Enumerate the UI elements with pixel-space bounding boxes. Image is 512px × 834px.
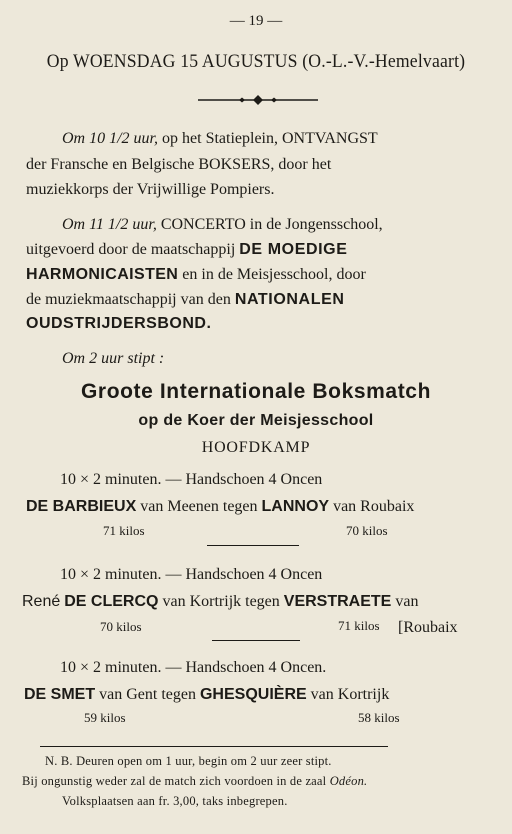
bout-2-end: van [391, 593, 419, 610]
para1-line1 [62, 131, 378, 147]
para2-line2-text: uitgevoerd door de maatschappij [26, 241, 240, 258]
ornament-divider [196, 93, 320, 107]
bout-3-fighter-1: DE SMET [24, 686, 96, 703]
para2-line2 [26, 242, 348, 258]
bout-1-fighter-1: DE BARBIEUX [26, 498, 137, 515]
bout-1-weight-1: 71 kilos [103, 523, 145, 538]
para1-line3: muziekkorps der Vrijwillige Pompiers. [26, 181, 275, 198]
para2-line1 [62, 217, 383, 233]
page-heading: Op WOENSDAG 15 AUGUSTUS (O.-L.-V.-Hemelvaart) [46, 51, 466, 72]
page-number: — 19 — [229, 13, 283, 29]
bout-separator-2 [212, 640, 300, 641]
event-place: op de Koer der Meisjesschool [138, 412, 374, 429]
bout-2-weight-2: 71 kilos [338, 618, 380, 633]
note-line-2-text: Bij ongunstig weder zal de match zich voordoen in de zaal [22, 774, 330, 788]
para1-line1-text: op het Statieplein, ONTVANGST [158, 130, 378, 147]
bout-1-end: van Roubaix [329, 498, 415, 515]
note-line-3: Volksplaatsen aan fr. 3,00, taks inbegrepen. [62, 794, 288, 808]
bout-3-end: van Kortrijk [306, 686, 390, 703]
bout-2-fighter-2: VERSTRAETE [283, 593, 392, 610]
para2-line3 [26, 267, 366, 283]
para2-line4 [26, 292, 345, 308]
note-line-1: N. B. Deuren open om 1 uur, begin om 2 uur zeer stipt. [45, 754, 332, 768]
bout-2-first-name: René [22, 593, 61, 610]
bout-3-mid: van Gent tegen [95, 686, 200, 703]
para3-time [62, 351, 164, 367]
bout-1-mid: van Meenen tegen [136, 498, 262, 515]
bout-2-fighters [22, 594, 418, 610]
society-name-1b: HARMONICAISTEN [26, 266, 179, 283]
para2-line5: OUDSTRIJDERSBOND. [26, 315, 212, 332]
para2-line1-text: CONCERTO in de Jongensschool, [156, 216, 383, 233]
bout-3-fighter-2: GHESQUIÈRE [199, 686, 307, 703]
para2-line3-text: en in de Meisjesschool, door [178, 266, 366, 283]
society-name-1: DE MOEDIGE [239, 241, 348, 258]
bout-3-fighters [24, 687, 389, 703]
society-name-2: NATIONALEN [234, 291, 345, 308]
para1-time: Om 10 1/2 uur, [62, 130, 159, 147]
bout-2-weight-1: 70 kilos [100, 619, 142, 634]
para2-time: Om 11 1/2 uur, [62, 216, 157, 233]
note-rule [40, 746, 388, 747]
bout-3-rounds: 10 × 2 minuten. — Handschoen 4 Oncen. [60, 659, 327, 676]
bout-1-weight-2: 70 kilos [346, 523, 388, 538]
bout-separator-1 [207, 545, 299, 546]
bout-2-extra: [Roubaix [398, 619, 458, 636]
event-main: HOOFDKAMP [201, 439, 311, 456]
bout-1-fighters [26, 499, 414, 515]
para3-time-text: Om 2 uur stipt : [62, 350, 165, 367]
bout-2-mid: van Kortrijk tegen [158, 593, 284, 610]
bout-3-weight-2: 58 kilos [358, 710, 400, 725]
bout-2-fighter-1: DE CLERCQ [64, 593, 159, 610]
para1-line2: der Fransche en Belgische BOKSERS, door het [26, 156, 332, 173]
note-line-2 [22, 775, 367, 788]
bout-3-weight-1: 59 kilos [84, 710, 126, 725]
event-title: Groote Internationale Boksmatch [81, 380, 431, 403]
para2-line4-text: de muziekmaatschappij van den [26, 291, 235, 308]
bout-2-rounds: 10 × 2 minuten. — Handschoen 4 Oncen [60, 566, 323, 583]
bout-1-rounds: 10 × 2 minuten. — Handschoen 4 Oncen [60, 471, 323, 488]
note-venue: Odéon. [329, 774, 368, 788]
bout-1-fighter-2: LANNOY [261, 498, 330, 515]
